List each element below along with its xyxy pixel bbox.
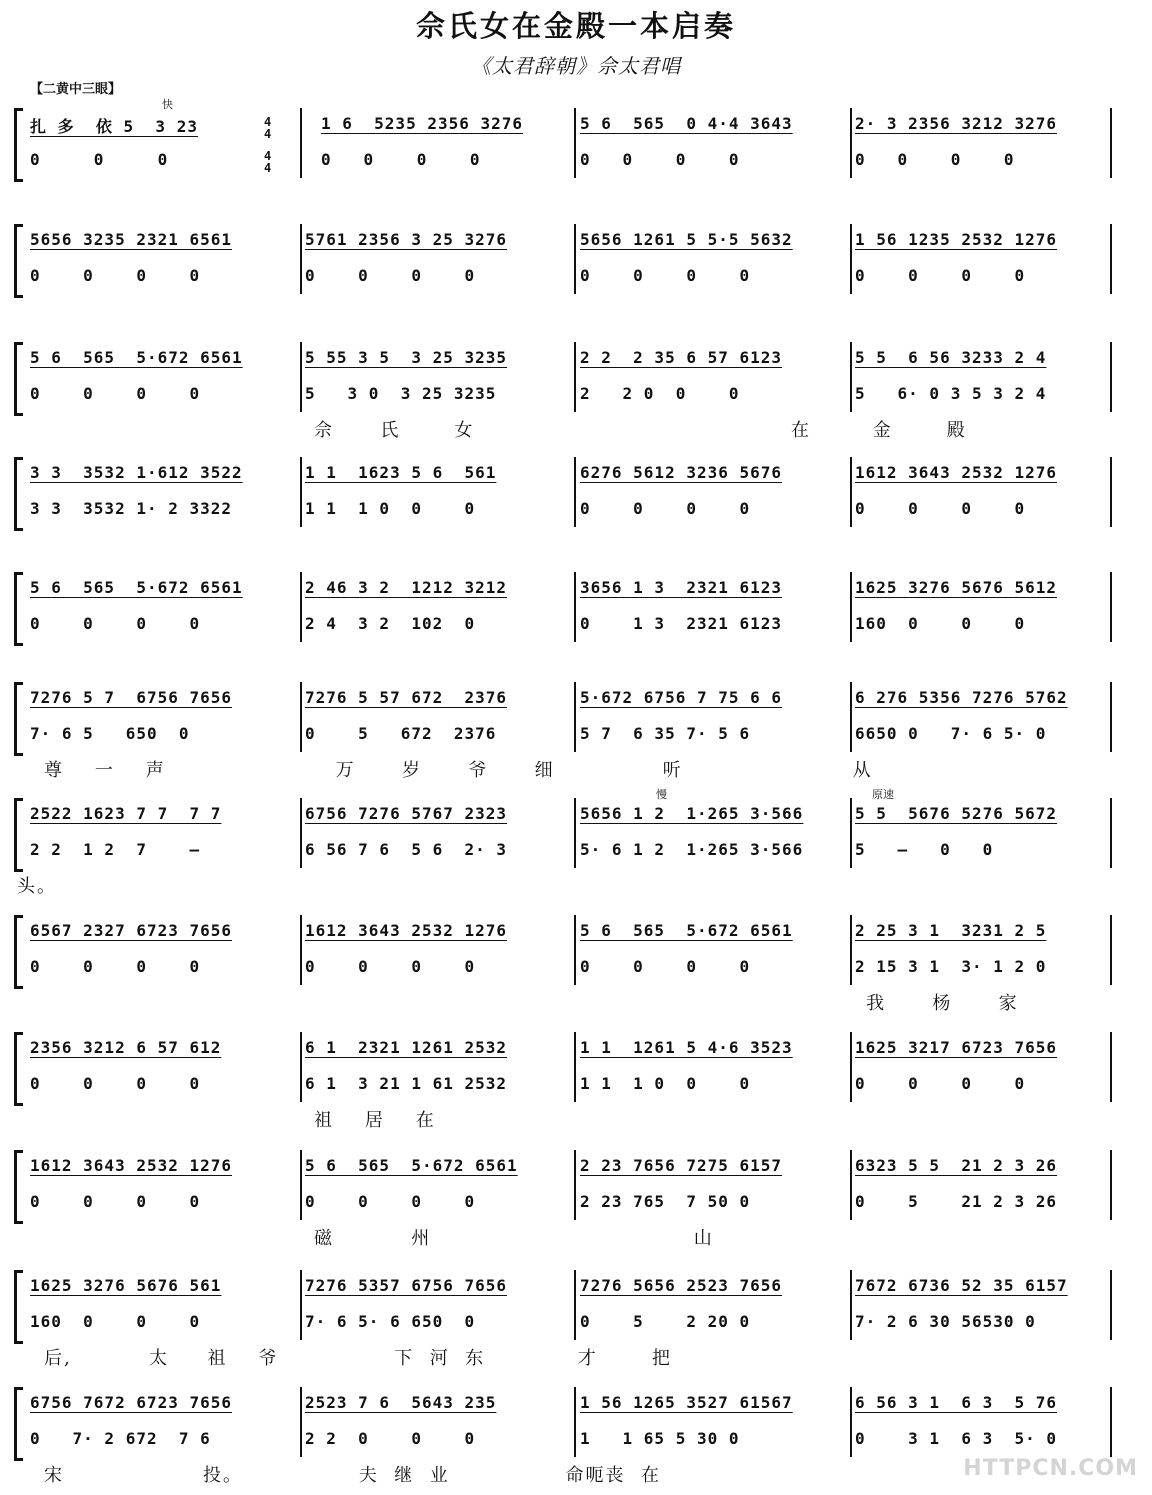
barline [300, 108, 302, 178]
vocal-part: 0 0 0 0 [580, 957, 751, 976]
vocal-part: 0 0 0 0 [30, 266, 201, 285]
tempo-original-mark: 原速 [872, 788, 894, 801]
tempo-marking: 【二黄中三眼】 [30, 82, 122, 97]
instrument-part: 2 25 3 1 3231 2 5 [855, 921, 1047, 940]
barline [300, 682, 302, 752]
barline [850, 224, 852, 294]
barline [300, 915, 302, 985]
instrument-part: 6 1 2321 1261 2532 [305, 1038, 508, 1057]
instrument-part: 5656 3235 2321 6561 [30, 230, 233, 249]
barline [850, 342, 852, 412]
vocal-part: 0 1 3 2321 6123 [580, 614, 783, 633]
instrument-part: 扎 多 依 5 3 23 [30, 117, 198, 136]
vocal-part: 3 3 3532 1· 2 3322 [30, 499, 233, 518]
barline [300, 342, 302, 412]
instrument-part: 5 55 3 5 3 25 3235 [305, 348, 508, 367]
system-bracket [14, 457, 23, 531]
barline [850, 1150, 852, 1220]
barline [300, 1270, 302, 1340]
tempo-fast-mark: 快 [162, 98, 173, 111]
barline [1110, 1387, 1112, 1457]
instrument-part: 1612 3643 2532 1276 [305, 921, 508, 940]
vocal-part: 1 1 65 5 30 0 [580, 1429, 740, 1448]
instrument-part: 5 5 5676 5276 5672 [855, 804, 1058, 823]
vocal-part: 160 0 0 0 [30, 1312, 201, 1331]
vocal-part: 2 2 1 2 7 — [30, 840, 201, 859]
vocal-part: 5· 6 1 2 1·265 3·566 [580, 840, 804, 859]
system-bracket [14, 572, 23, 646]
vocal-part: 0 0 0 0 [580, 266, 751, 285]
vocal-part: 1 1 1 0 0 0 [580, 1074, 751, 1093]
system-bracket [14, 915, 23, 989]
lyrics-line: 佘 氏 女 在 金 殿 [314, 420, 967, 441]
barline [1110, 342, 1112, 412]
barline [1110, 682, 1112, 752]
instrument-part: 2· 3 2356 3212 3276 [855, 114, 1058, 133]
instrument-part: 1625 3276 5676 5612 [855, 578, 1058, 597]
vocal-part: 0 5 21 2 3 26 [855, 1192, 1058, 1211]
lyrics-line: 头。 [17, 876, 57, 897]
barline [574, 342, 576, 412]
instrument-part: 1 56 1265 3527 61567 [580, 1393, 793, 1412]
vocal-part: 0 0 0 0 [580, 150, 740, 169]
meter-bottom: 4 [264, 127, 272, 141]
instrument-part: 6 276 5356 7276 5762 [855, 688, 1068, 707]
instrument-part: 3656 1 3 2321 6123 [580, 578, 783, 597]
vocal-part: 6650 0 7· 6 5· 0 [855, 724, 1047, 743]
score-system [14, 455, 1122, 565]
vocal-part: 0 0 0 0 [305, 957, 476, 976]
instrument-part: 5 6 565 5·672 6561 [30, 578, 243, 597]
vocal-part: 0 0 0 0 [30, 1192, 201, 1211]
barline [574, 798, 576, 868]
barline [574, 1032, 576, 1102]
vocal-part: 0 5 2 20 0 [580, 1312, 751, 1331]
instrument-part: 1612 3643 2532 1276 [30, 1156, 233, 1175]
vocal-part: 5 — 0 0 [855, 840, 994, 859]
vocal-part: 0 0 0 0 [30, 614, 201, 633]
barline [1110, 224, 1112, 294]
barline [300, 224, 302, 294]
instrument-part: 5 5 6 56 3233 2 4 [855, 348, 1047, 367]
score-system [14, 1268, 1122, 1378]
system-bracket [14, 1150, 23, 1224]
instrument-part: 6323 5 5 21 2 3 26 [855, 1156, 1058, 1175]
system-bracket [14, 1270, 23, 1344]
vocal-part: 7· 6 5 650 0 [30, 724, 190, 743]
vocal-part: 2 4 3 2 102 0 [305, 614, 476, 633]
barline [574, 1387, 576, 1457]
instrument-part: 1 1 1623 5 6 561 [305, 463, 497, 482]
barline [850, 682, 852, 752]
vocal-part: 2 15 3 1 3· 1 2 0 [855, 957, 1047, 976]
barline [574, 682, 576, 752]
time-signature [264, 150, 271, 174]
vocal-part: 0 0 0 0 [321, 150, 481, 169]
barline [850, 1270, 852, 1340]
vocal-part: 0 0 0 0 [855, 1074, 1026, 1093]
meter-top: 4 [264, 149, 272, 163]
site-watermark: HTTPCN.COM [963, 1456, 1138, 1481]
vocal-part: 0 0 0 0 [580, 499, 751, 518]
barline [1110, 1270, 1112, 1340]
system-bracket [14, 682, 23, 756]
vocal-part: 6 56 7 6 5 6 2· 3 [305, 840, 508, 859]
system-bracket [14, 108, 23, 182]
lyrics-line: 后, 太 祖 爷 下 河 东 才 把 [44, 1348, 672, 1369]
barline [850, 1387, 852, 1457]
vocal-part: 1 1 1 0 0 0 [305, 499, 476, 518]
instrument-part: 5656 1 2 1·265 3·566 [580, 804, 804, 823]
instrument-part: 2356 3212 6 57 612 [30, 1038, 222, 1057]
barline [850, 1032, 852, 1102]
barline [300, 572, 302, 642]
barline [300, 1150, 302, 1220]
vocal-part: 7· 2 6 30 56530 0 [855, 1312, 1036, 1331]
instrument-part: 5 6 565 5·672 6561 [305, 1156, 518, 1175]
instrument-part: 2 46 3 2 1212 3212 [305, 578, 508, 597]
vocal-part: 0 7· 2 672 7 6 [30, 1429, 211, 1448]
instrument-part: 6276 5612 3236 5676 [580, 463, 783, 482]
barline [300, 1387, 302, 1457]
barline [300, 1032, 302, 1102]
vocal-part: 160 0 0 0 [855, 614, 1026, 633]
barline [850, 572, 852, 642]
lyrics-line: 尊 一 声 万 岁 爷 细 听 从 [44, 760, 873, 781]
tempo-slow-mark: 慢 [656, 788, 667, 801]
system-bracket [14, 342, 23, 416]
instrument-part: 5 6 565 5·672 6561 [580, 921, 793, 940]
instrument-part: 2 23 7656 7275 6157 [580, 1156, 783, 1175]
score-system [14, 1148, 1122, 1258]
instrument-part: 6567 2327 6723 7656 [30, 921, 233, 940]
vocal-part: 5 7 6 35 7· 5 6 [580, 724, 751, 743]
instrument-part: 3 3 3532 1·612 3522 [30, 463, 243, 482]
vocal-part: 2 2 0 0 0 [580, 384, 740, 403]
vocal-part: 5 6· 0 3 5 3 2 4 [855, 384, 1047, 403]
lyrics-line: 我 杨 家 [866, 993, 1019, 1014]
instrument-part: 7276 5357 6756 7656 [305, 1276, 508, 1295]
score-subtitle: 《太君辞朝》佘太君唱 [471, 54, 681, 78]
lyrics-line: 祖 居 在 [314, 1110, 436, 1131]
instrument-part: 5656 1261 5 5·5 5632 [580, 230, 793, 249]
instrument-part: 7276 5 57 672 2376 [305, 688, 508, 707]
instrument-part: 5 6 565 0 4·4 3643 [580, 114, 793, 133]
vocal-part: 2 23 765 7 50 0 [580, 1192, 751, 1211]
system-bracket [14, 1387, 23, 1461]
score-system [14, 222, 1122, 332]
barline [574, 1150, 576, 1220]
instrument-part: 2523 7 6 5643 235 [305, 1393, 497, 1412]
system-bracket [14, 1032, 23, 1106]
instrument-part: 2 2 2 35 6 57 6123 [580, 348, 783, 367]
barline [850, 457, 852, 527]
vocal-part: 5 3 0 3 25 3235 [305, 384, 497, 403]
barline [850, 915, 852, 985]
vocal-part: 0 0 0 0 [305, 1192, 476, 1211]
vocal-part: 0 0 0 0 [305, 266, 476, 285]
vocal-part: 0 0 0 [30, 150, 169, 169]
instrument-part: 1 56 1235 2532 1276 [855, 230, 1058, 249]
meter-top: 4 [264, 115, 272, 129]
barline [574, 457, 576, 527]
barline [574, 108, 576, 178]
barline [850, 798, 852, 868]
barline [1110, 915, 1112, 985]
instrument-part: 5761 2356 3 25 3276 [305, 230, 508, 249]
instrument-part: 2522 1623 7 7 7 7 [30, 804, 222, 823]
barline [1110, 572, 1112, 642]
vocal-part: 2 2 0 0 0 [305, 1429, 476, 1448]
vocal-part: 0 0 0 0 [855, 266, 1026, 285]
system-bracket [14, 798, 23, 872]
instrument-part: 1625 3217 6723 7656 [855, 1038, 1058, 1057]
instrument-part: 6756 7672 6723 7656 [30, 1393, 233, 1412]
score-system [14, 98, 1122, 216]
vocal-part: 0 3 1 6 3 5· 0 [855, 1429, 1058, 1448]
vocal-part: 6 1 3 21 1 61 2532 [305, 1074, 508, 1093]
barline [1110, 108, 1112, 178]
instrument-part: 1 1 1261 5 4·6 3523 [580, 1038, 793, 1057]
score-system [14, 913, 1122, 1023]
score-system [14, 1030, 1122, 1140]
vocal-part: 0 5 672 2376 [305, 724, 497, 743]
barline [574, 572, 576, 642]
barline [574, 915, 576, 985]
instrument-part: 6756 7276 5767 2323 [305, 804, 508, 823]
score-system [14, 788, 1122, 906]
barline [850, 108, 852, 178]
system-bracket [14, 224, 23, 298]
barline [1110, 1150, 1112, 1220]
instrument-part: 7672 6736 52 35 6157 [855, 1276, 1068, 1295]
time-signature [264, 116, 271, 140]
vocal-part: 0 0 0 0 [855, 499, 1026, 518]
score-system [14, 680, 1122, 790]
instrument-part: 5·672 6756 7 75 6 6 [580, 688, 783, 707]
vocal-part: 0 0 0 0 [30, 957, 201, 976]
score-system [14, 340, 1122, 450]
vocal-part: 0 0 0 0 [30, 1074, 201, 1093]
lyrics-line: 磁 州 山 [314, 1228, 714, 1249]
instrument-part: 5 6 565 5·672 6561 [30, 348, 243, 367]
barline [1110, 457, 1112, 527]
instrument-part: 7276 5656 2523 7656 [580, 1276, 783, 1295]
score-system [14, 570, 1122, 680]
barline [1110, 1032, 1112, 1102]
barline [574, 224, 576, 294]
instrument-part: 1 6 5235 2356 3276 [321, 114, 524, 133]
vocal-part: 7· 6 5· 6 650 0 [305, 1312, 476, 1331]
vocal-part: 0 0 0 0 [855, 150, 1015, 169]
instrument-part: 1625 3276 5676 561 [30, 1276, 222, 1295]
vocal-part: 0 0 0 0 [30, 384, 201, 403]
instrument-part: 1612 3643 2532 1276 [855, 463, 1058, 482]
barline [300, 457, 302, 527]
instrument-part: 7276 5 7 6756 7656 [30, 688, 233, 707]
score-title: 佘氏女在金殿一本启奏 [415, 9, 736, 43]
meter-bottom: 4 [264, 161, 272, 175]
barline [1110, 798, 1112, 868]
lyrics-line: 宋 投。 夫 继 业 命呃丧 在 [44, 1465, 661, 1486]
score-system [14, 1385, 1122, 1495]
instrument-part: 6 56 3 1 6 3 5 76 [855, 1393, 1058, 1412]
barline [574, 1270, 576, 1340]
barline [300, 798, 302, 868]
